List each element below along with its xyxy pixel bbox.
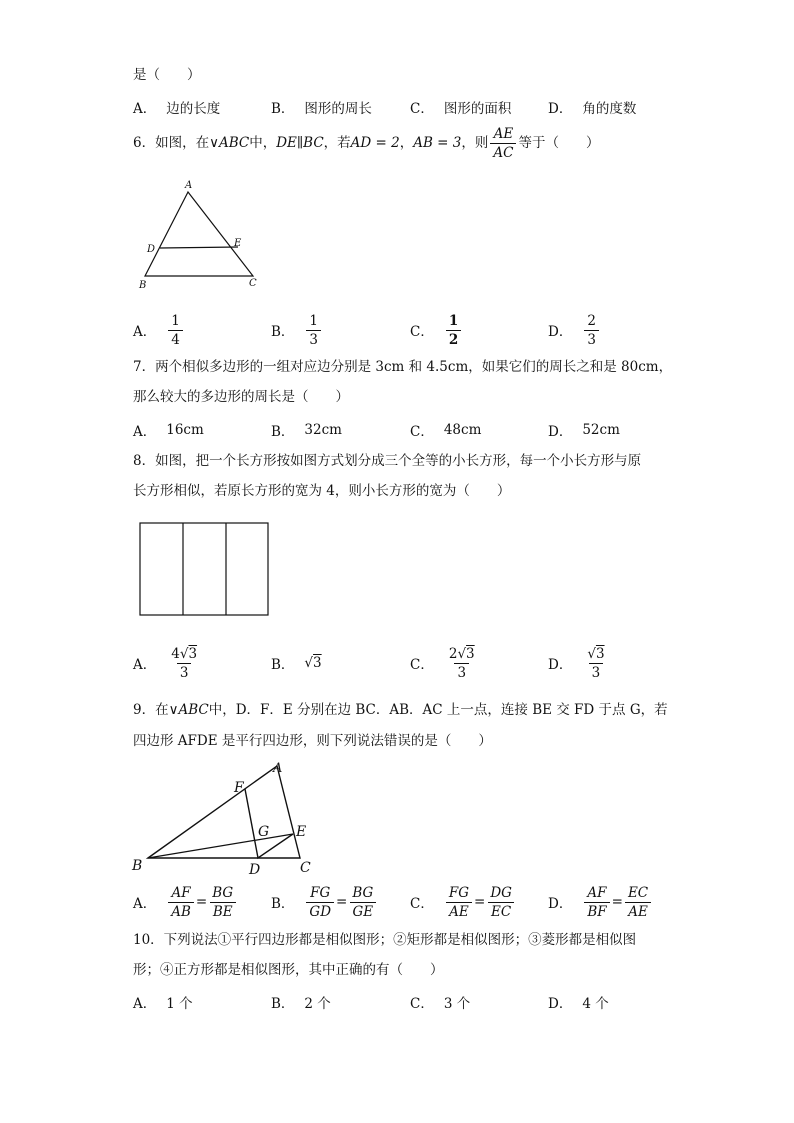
q9-option-c[interactable]: C． $\frac{FG}{AE}$ = $\frac{DG}{EC}$ — [410, 882, 517, 922]
q9-stem-line2: 四边形 AFDE 是平行四边形，则下列说法错误的是（ ） — [133, 733, 492, 749]
q6-figure — [133, 176, 273, 294]
q6-label-e: E — [234, 238, 242, 249]
q8-stem-line2: 长方形相似，若原长方形的宽为 4，则小长方形的宽为（ ） — [133, 483, 511, 499]
q10-stem-line2: 形；④正方形都是相似图形，其中正确的有（ ） — [133, 962, 444, 978]
q6-option-d[interactable]: D． $\frac{2}{3}$ — [548, 310, 601, 350]
q8-option-b[interactable]: B． √3 — [271, 655, 322, 673]
q6-option-b[interactable]: B． $\frac{1}{3}$ — [271, 310, 323, 350]
q9-options — [133, 882, 693, 922]
q9-label-e: E — [296, 824, 307, 840]
q9-option-b[interactable]: B． $\frac{FG}{GD}$ = $\frac{BG}{GE}$ — [271, 882, 378, 922]
q7-option-b[interactable]: B． 32cm — [271, 422, 342, 440]
q10-option-c[interactable]: C． 3 个 — [410, 996, 471, 1012]
q7-stem-line1: 7．两个相似多边形的一组对应边分别是 3cm 和 4.5cm，如果它们的周长之和是 80cm， — [133, 359, 673, 375]
q8-options — [133, 643, 693, 683]
q5-option-b[interactable]: B． 图形的周长 — [271, 101, 372, 117]
q9-segment-be — [148, 834, 293, 858]
q10-option-d[interactable]: D． 4 个 — [548, 996, 609, 1012]
q9-option-a[interactable]: A． $\frac{AF}{AB}$ = $\frac{BG}{BE}$ — [133, 882, 238, 922]
q10-option-a[interactable]: A． 1 个 — [133, 996, 193, 1012]
q9-label-g: G — [258, 824, 270, 840]
q8-figure — [138, 521, 272, 619]
q8-option-a[interactable]: A． $\frac{4√3}{3}$ — [133, 645, 198, 681]
q6-options — [133, 310, 693, 350]
q5-option-c[interactable]: C． 图形的面积 — [410, 101, 512, 117]
q10-stem-line1: 10．下列说法①平行四边形都是相似图形；②矩形都是相似图形；③菱形都是相似图 — [133, 932, 637, 948]
q6-label-a: A — [185, 180, 193, 191]
q9-label-a: A — [273, 761, 283, 776]
q7-options — [133, 410, 693, 450]
q6-label-b: B — [139, 280, 147, 291]
q5-option-d[interactable]: D． 角的度数 — [548, 101, 637, 117]
q6-option-a[interactable]: A． $\frac{1}{4}$ — [133, 310, 185, 350]
q5-stem-tail: 是（ ） — [133, 67, 201, 83]
q9-option-d[interactable]: D． $\frac{AF}{BF}$ = $\frac{EC}{AE}$ — [548, 882, 653, 922]
q6-stem: 6．如图，在∨ABC中，DE∥BC，若AD = 2，AB = 3，则 $\frac{AE}{AC}$ 等于（ ） — [133, 126, 600, 161]
q8-option-d[interactable]: D． $\frac{√3}{3}$ — [548, 645, 605, 681]
q6-label-c: C — [249, 278, 257, 289]
q6-option-c[interactable]: C． $\frac{1}{2}$ — [410, 310, 463, 350]
q7-option-a[interactable]: A． 16cm — [133, 422, 204, 440]
q6-fraction: $\frac{AE}{AC}$ — [490, 125, 516, 162]
q7-option-c[interactable]: C． 48cm — [410, 422, 482, 440]
q10-options — [133, 982, 693, 1022]
q8-stem-line1: 8．如图，把一个长方形按如图方式划分成三个全等的小长方形，每一个小长方形与原 — [133, 453, 642, 469]
q9-label-c: C — [300, 860, 311, 876]
q8-outer-rectangle — [140, 523, 268, 615]
q6-triangle — [145, 192, 253, 276]
q6-segment-de — [160, 247, 238, 248]
q10-option-b[interactable]: B． 2 个 — [271, 996, 331, 1012]
q9-figure — [130, 758, 320, 878]
q9-label-f: F — [234, 780, 244, 796]
q5-option-a[interactable]: A． 边的长度 — [133, 101, 221, 117]
q8-option-c[interactable]: C． $\frac{2√3}{3}$ — [410, 645, 475, 681]
q9-label-d: D — [249, 862, 261, 878]
q7-option-d[interactable]: D． 52cm — [548, 422, 620, 440]
q6-label-d: D — [147, 244, 156, 255]
q9-label-b: B — [132, 858, 143, 874]
q9-stem-line1: 9．在∨ABC中，D．F．E 分别在边 BC．AB．AC 上一点，连接 BE 交 FD 于点 G，若 — [133, 702, 668, 718]
q7-stem-line2: 那么较大的多边形的周长是（ ） — [133, 389, 349, 405]
q5-options — [133, 87, 693, 127]
